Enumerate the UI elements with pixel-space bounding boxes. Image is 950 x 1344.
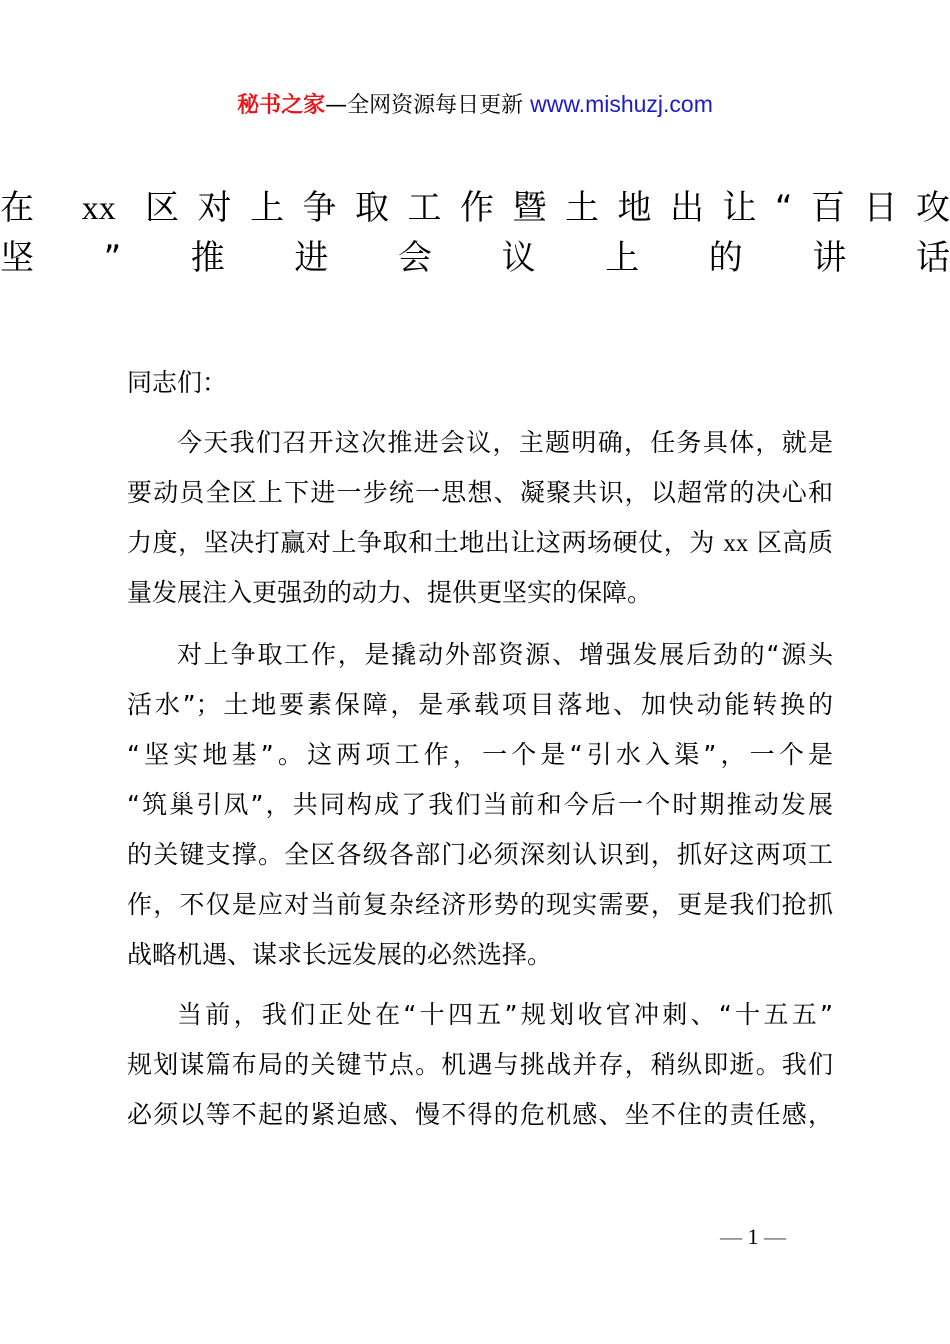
title-text: 在 [0, 188, 53, 228]
paragraph-line: 规划谋篇布局的关键节点。机遇与挑战并存，稍纵即逝。我们 [127, 1050, 833, 1079]
title-line [0, 233, 950, 283]
paragraph-line: 当前，我们正处在“十四五”规划收官冲刺、“十五五” [177, 1000, 833, 1029]
title-line [0, 183, 950, 233]
header-slogan: —全网资源每日更新 [325, 93, 524, 118]
page-title [0, 183, 950, 283]
footer-dash-left: — [720, 1224, 742, 1249]
site-url-link[interactable]: www.mishuzj.com [530, 91, 713, 117]
title-placeholder-xx: xx [81, 190, 116, 227]
paragraph-line: “筑巢引凤”，共同构成了我们当前和今后一个时期推动发展 [127, 790, 833, 819]
paragraph-line: 战略机遇、谋求长远发展的必然选择。 [127, 940, 553, 969]
salutation: 同志们： [127, 368, 228, 397]
paragraph-line: 作，不仅是应对当前复杂经济形势的现实需要，更是我们抢抓 [127, 890, 833, 919]
paragraph-line: 对上争取工作，是撬动外部资源、增强发展后劲的“源头 [177, 640, 833, 669]
footer-dash-right: — [764, 1224, 786, 1249]
site-header [0, 88, 950, 122]
placeholder-xx: xx [723, 530, 749, 557]
paragraph-2 [127, 630, 833, 980]
title-text: 坚”推进会议上的讲话 [0, 238, 950, 278]
paragraph-line: 量发展注入更强劲的动力、提供更坚实的保障。 [127, 578, 653, 607]
paragraph-line: 要动员全区上下进一步统一思想、凝聚共识，以超常的决心和 [127, 478, 833, 507]
title-text: 区对上争取工作暨土地出让“百日攻 [145, 188, 950, 228]
paragraph-line [127, 518, 833, 568]
line-text: 力度，坚决打赢对上争取和土地出让这两场硬仗，为 [127, 528, 715, 557]
paragraph-line: “坚实地基”。这两项工作，一个是“引水入渠”，一个是 [127, 740, 833, 769]
paragraph-line: 活水”；土地要素保障，是承载项目落地、加快动能转换的 [127, 690, 833, 719]
page-number: 1 [747, 1224, 759, 1249]
paragraph-1 [127, 418, 833, 618]
page-footer [720, 1224, 786, 1250]
paragraph-line: 必须以等不起的紧迫感、慢不得的危机感、坐不住的责任感， [127, 1100, 833, 1129]
paragraph-line: 今天我们召开这次推进会议，主题明确，任务具体，就是 [177, 428, 833, 457]
paragraph-3 [127, 990, 833, 1140]
line-text: 区高质 [756, 528, 833, 557]
brand-name: 秘书之家 [237, 93, 326, 118]
paragraph-line: 的关键支撑。全区各级各部门必须深刻认识到，抓好这两项工 [127, 840, 833, 869]
